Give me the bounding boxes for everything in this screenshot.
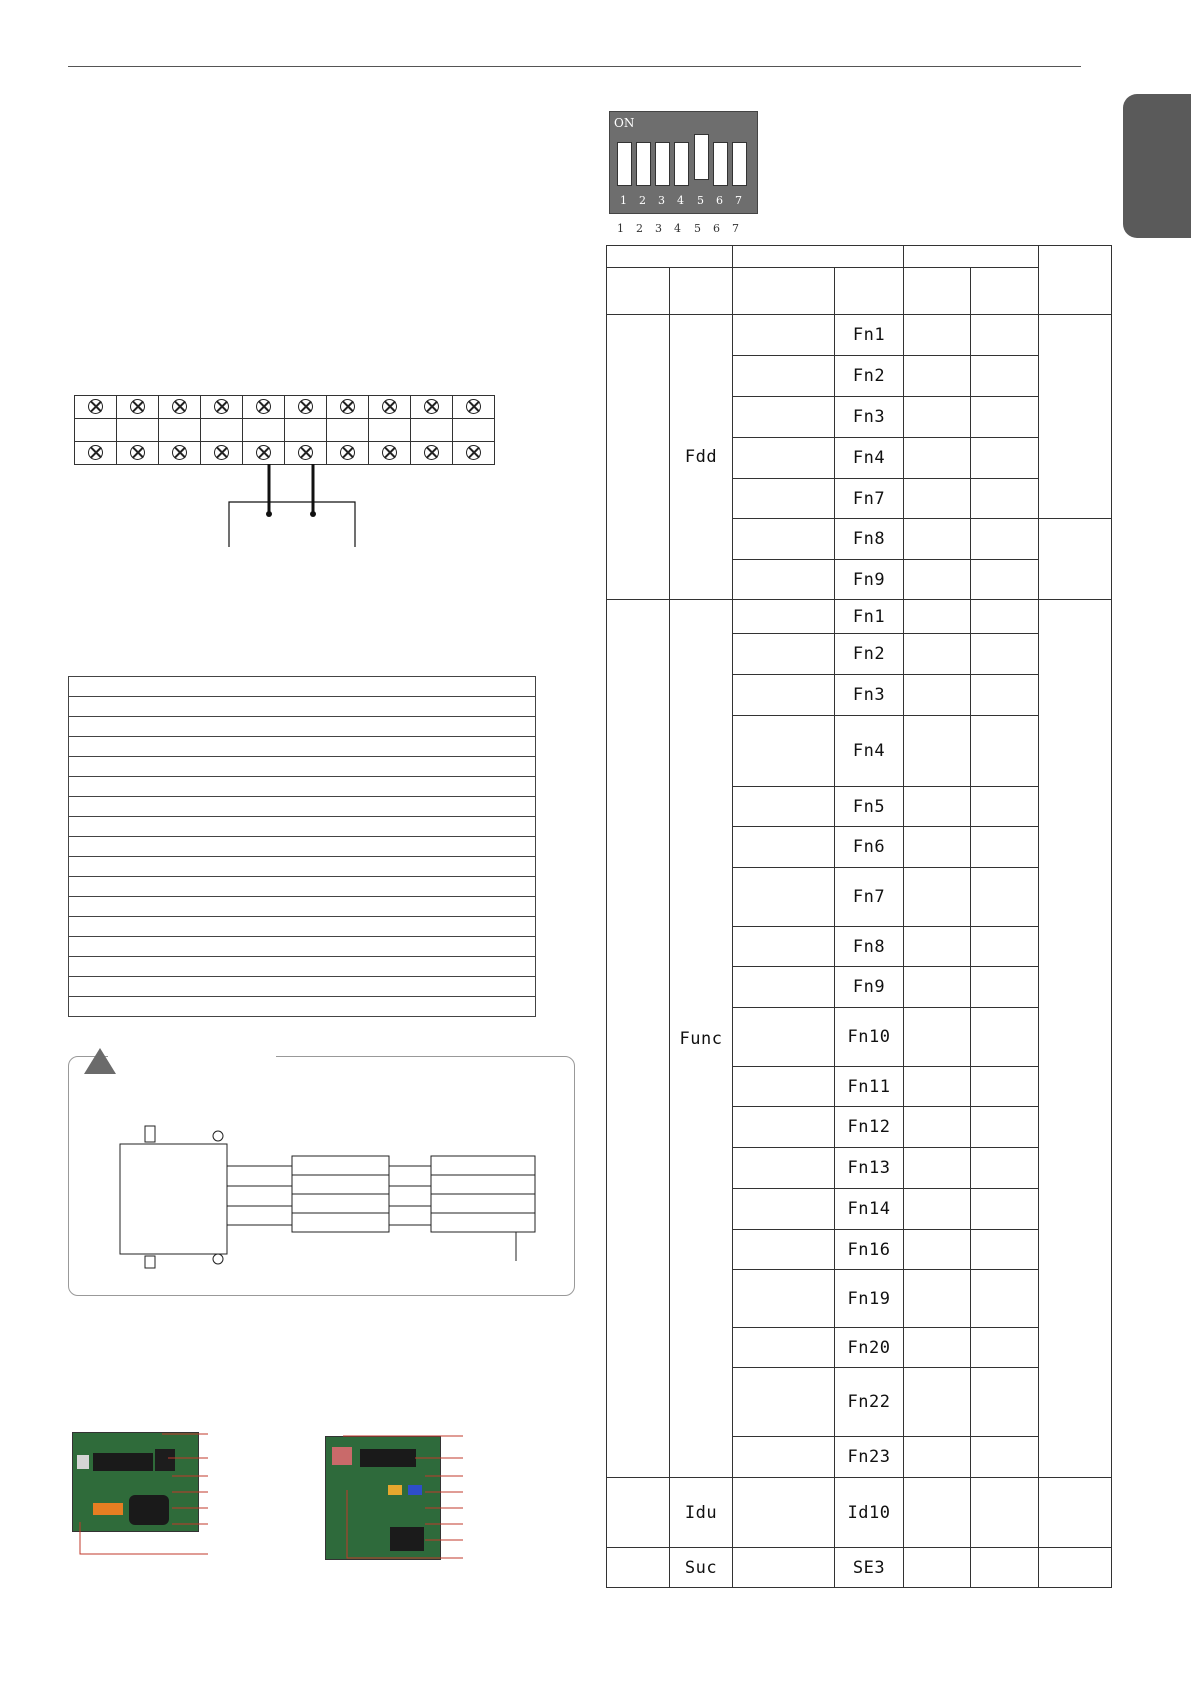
screw-icon [172,445,187,460]
dip-number: 7 [735,194,742,207]
function-table [606,245,1112,1588]
screw-icon [88,399,103,414]
function-code: Fn11 [847,1076,891,1097]
group-label: Func [679,1028,723,1049]
dip-switch-lever-7 [732,142,747,186]
function-code: Fn7 [852,488,886,509]
screw-icon [214,399,229,414]
function-code: Fn9 [852,569,886,590]
dip-number: 2 [639,194,646,207]
dip-switch [609,111,758,214]
function-code: Fn9 [852,977,886,997]
function-code: Fn23 [847,1447,891,1467]
header-row [607,246,1112,268]
function-code: Fn19 [847,1288,891,1309]
function-code: Fn2 [852,644,886,664]
function-code: Fn13 [847,1158,891,1178]
function-code: Fn22 [847,1392,891,1412]
group-label: Idu [684,1502,718,1523]
function-code: Fn16 [847,1239,891,1260]
dip-number: 3 [658,194,665,207]
table-row [607,1478,1112,1548]
dip-number-below: 4 [674,222,681,235]
screw-icon [424,445,439,460]
function-code: Fn1 [852,606,886,627]
screw-icon [88,445,103,460]
dip-on-label: ON [614,116,635,130]
screw-icon [130,445,145,460]
terminal-wiring [220,460,370,580]
screw-icon [466,399,481,414]
dip-number-below: 7 [732,222,739,235]
dip-number-below: 1 [617,222,624,235]
caution-title-gap [108,1050,276,1062]
table-row [607,315,1112,356]
screw-icon [130,399,145,414]
dip-number-below: 3 [655,222,662,235]
function-code: Id10 [847,1502,891,1523]
dip-switch-lever-1 [617,142,632,186]
function-code: Fn8 [852,936,886,957]
screw-icon [466,445,481,460]
chapter-side-tab [1123,94,1191,238]
terminal-block [74,395,495,465]
function-code: Fn7 [852,887,886,907]
pcb-left-leaders [72,1432,212,1560]
screw-icon [340,445,355,460]
function-code: Fn12 [847,1117,891,1137]
screw-icon [382,399,397,414]
screw-icon [256,445,271,460]
screw-icon [340,399,355,414]
screw-icon [214,445,229,460]
screw-icon [298,445,313,460]
function-code: SE3 [852,1557,886,1578]
header-rule [68,66,1081,67]
function-code: Fn8 [852,529,886,549]
screw-icon [256,399,271,414]
dip-switch-lever-5 [694,134,709,180]
group-label: Fdd [684,447,718,467]
function-code: Fn3 [852,407,886,427]
pcb-right-leaders [325,1430,465,1564]
function-code: Fn3 [852,685,886,705]
dip-number: 1 [620,194,627,207]
function-code: Fn10 [847,1027,891,1047]
dip-number: 4 [677,194,684,207]
function-code: Fn20 [847,1337,891,1358]
dip-number: 6 [716,194,723,207]
dip-switch-lever-6 [713,142,728,186]
function-code: Fn4 [852,741,886,761]
dip-number-below: 6 [713,222,720,235]
dip-number-below: 2 [636,222,643,235]
terminal-row-top [75,396,495,419]
function-code: Fn6 [852,837,886,857]
function-code: Fn14 [847,1199,891,1219]
screw-icon [382,445,397,460]
terminal-row-label [75,419,495,442]
screw-icon [298,399,313,414]
info-table [68,676,536,1017]
dip-number-below: 5 [694,222,701,235]
table-row [607,1548,1112,1588]
dip-number: 5 [697,194,704,207]
warning-triangle-icon [84,1048,116,1074]
function-code: Fn4 [852,448,886,468]
table-row [607,600,1112,634]
function-code: Fn2 [852,366,886,386]
caution-wiring-diagram [110,1124,550,1270]
function-code: Fn5 [852,796,886,817]
screw-icon [172,399,187,414]
dip-switch-lever-3 [655,142,670,186]
group-label: Suc [684,1557,718,1578]
screw-icon [424,399,439,414]
dip-switch-lever-2 [636,142,651,186]
function-code: Fn1 [852,325,886,345]
header-row [607,268,1112,315]
dip-switch-lever-4 [674,142,689,186]
